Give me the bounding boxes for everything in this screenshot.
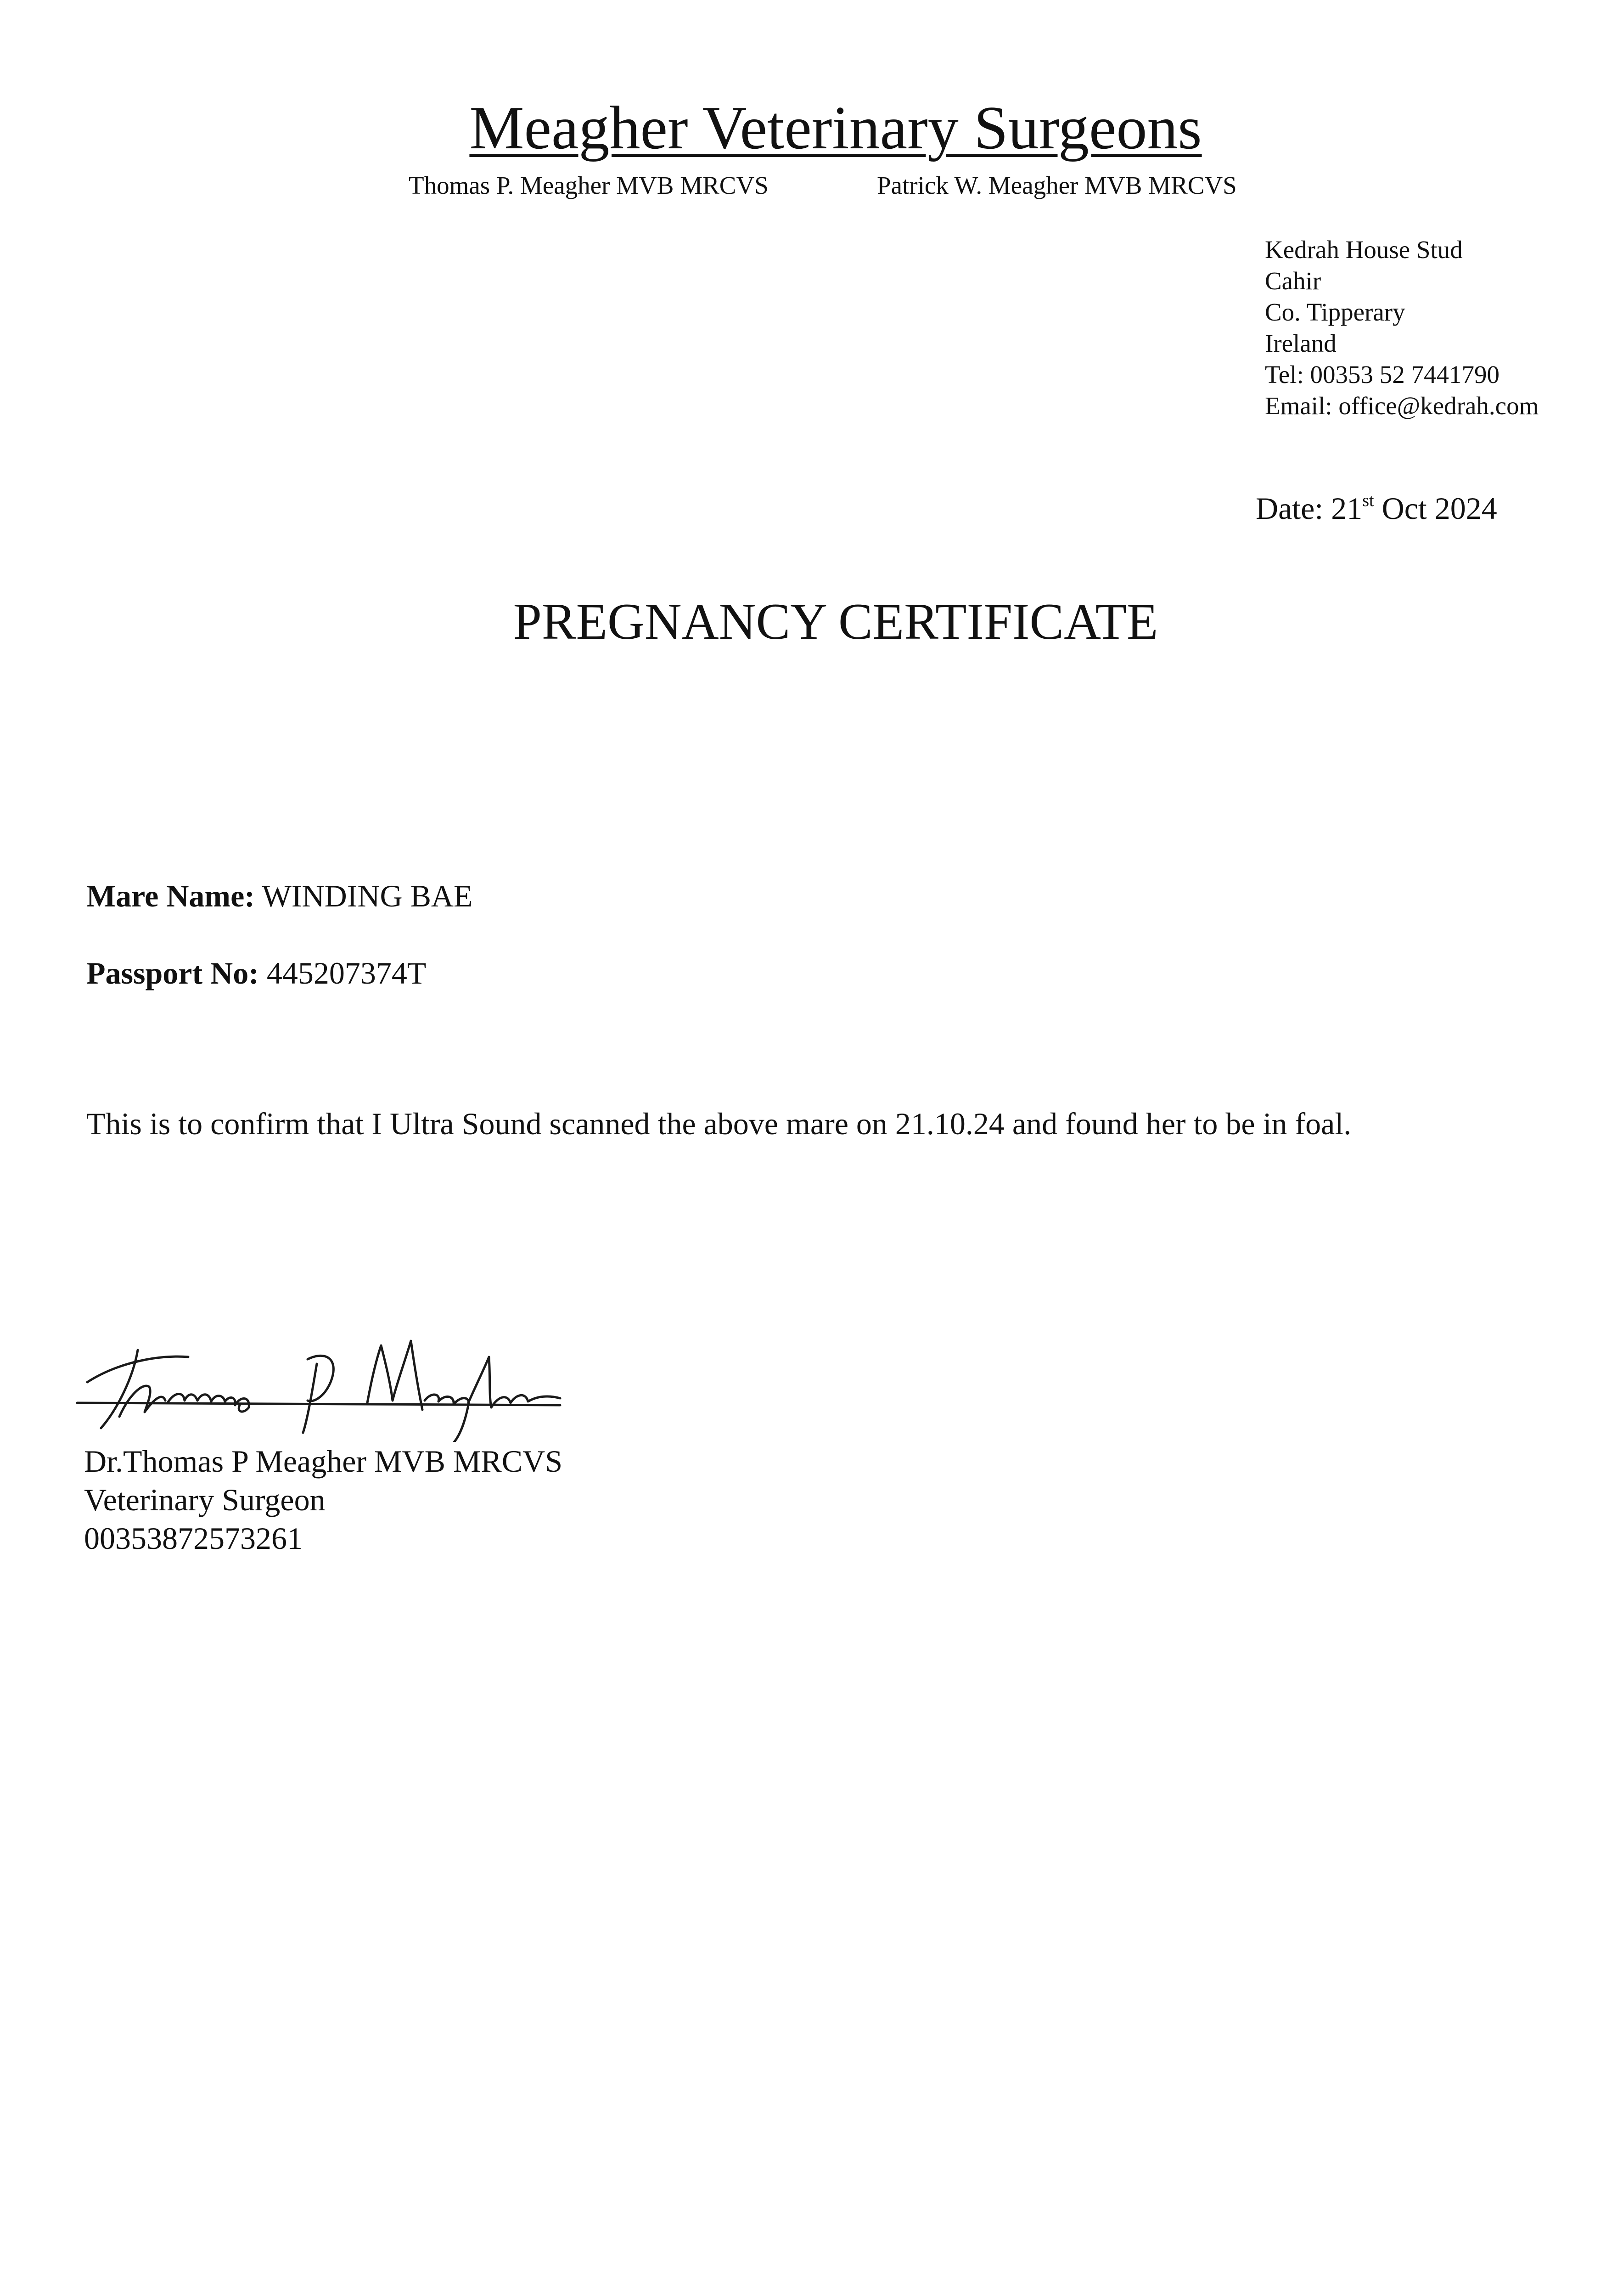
signatory-name: Dr.Thomas P Meagher MVB MRCVS	[84, 1444, 563, 1479]
date-ordinal-suffix: st	[1362, 491, 1374, 510]
mare-name-field	[86, 878, 473, 914]
confirmation-statement: This is to confirm that I Ultra Sound scanned the above mare on 21.10.24 and found her to be in foal.	[86, 1106, 1352, 1141]
date-prefix: Date: 21	[1256, 491, 1363, 526]
certificate-date	[1256, 490, 1497, 527]
address-line-3: Co. Tipperary	[1265, 298, 1405, 326]
vet-name-patrick: Patrick W. Meagher MVB MRCVS	[877, 171, 1237, 199]
address-line-1: Kedrah House Stud	[1265, 236, 1463, 264]
address-email: Email: office@kedrah.com	[1265, 392, 1539, 420]
certificate-title: PREGNANCY CERTIFICATE	[513, 593, 1158, 650]
handwritten-signature	[69, 1313, 569, 1442]
passport-value: 445207374T	[258, 956, 427, 990]
vet-name-thomas: Thomas P. Meagher MVB MRCVS	[409, 171, 769, 199]
passport-field	[86, 955, 426, 991]
signatory-phone: 00353872573261	[84, 1521, 303, 1556]
signatory-role: Veterinary Surgeon	[84, 1482, 326, 1517]
signatory-block	[84, 1442, 562, 1558]
address-block	[1265, 234, 1539, 422]
address-line-2: Cahir	[1265, 267, 1321, 295]
mare-name-value: WINDING BAE	[254, 878, 473, 913]
date-rest: Oct 2024	[1374, 491, 1497, 526]
passport-label: Passport No:	[86, 956, 259, 990]
practice-name: Meagher Veterinary Surgeons	[469, 94, 1202, 162]
address-line-4: Ireland	[1265, 329, 1337, 357]
address-tel: Tel: 00353 52 7441790	[1265, 360, 1499, 388]
mare-name-label: Mare Name:	[86, 878, 255, 913]
